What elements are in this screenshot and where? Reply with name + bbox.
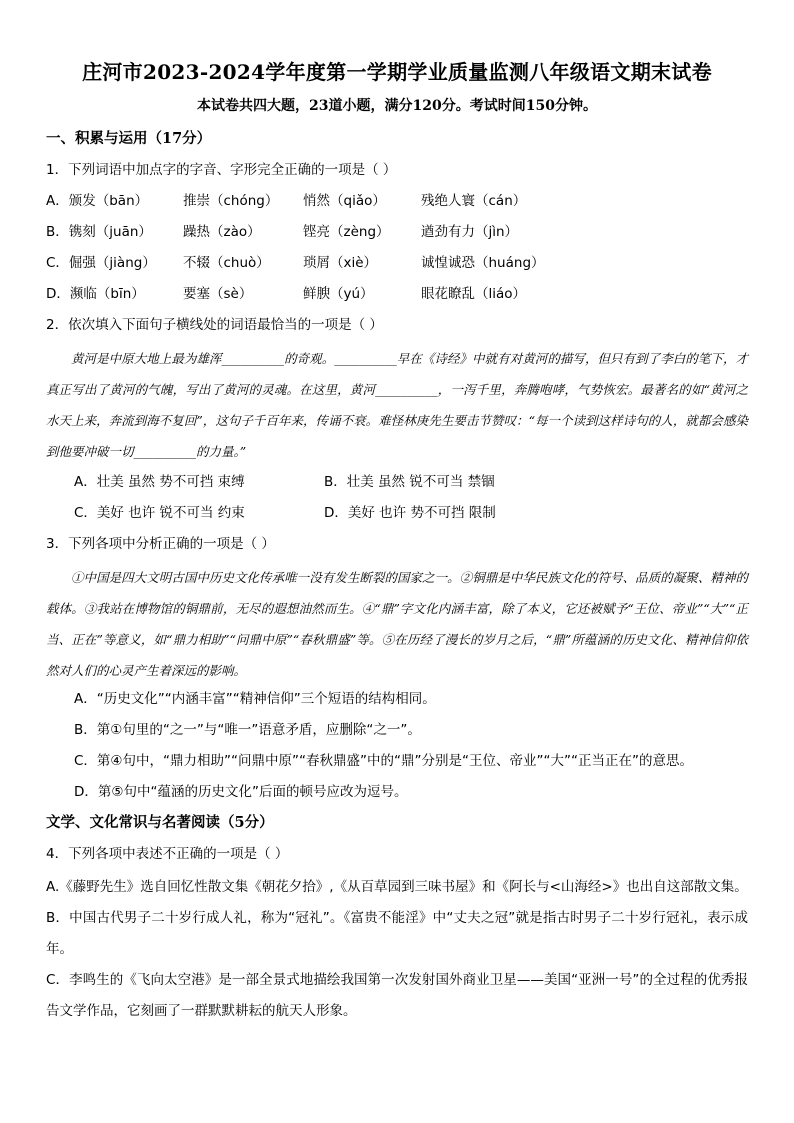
- q2-choice-d: D．美好 也许 势不可挡 限制: [324, 505, 496, 521]
- q1-b-3: 铿亮（zèng）: [303, 224, 390, 240]
- q1-a-2: 推崇（chóng）: [183, 193, 279, 209]
- q1-b-4: 遒劲有力（jìn）: [421, 224, 519, 240]
- q1-option-a: [46, 188, 748, 214]
- q1-c-4: 诚惶诚恐（huáng）: [421, 255, 545, 271]
- q1-d-3: 鲜腴（yú）: [303, 286, 374, 302]
- q4-choice-a: A.《藤野先生》选自回忆性散文集《朝花夕拾》,《从百草园到三味书屋》和《阿长与<山海经>》也出自这部散文集。: [46, 879, 748, 895]
- q3-choice-b: B．第①句里的“之一”与“唯一”语意矛盾，应删除“之一”。: [74, 722, 421, 738]
- q1-d-2: 要塞（sè）: [183, 286, 253, 302]
- q1-a-1: A．颁发（bān）: [46, 193, 149, 209]
- q2-choice-b: B．壮美 虽然 锐不可当 禁锢: [324, 474, 495, 490]
- question-3-stem: 3．下列各项中分析正确的一项是（ ）: [46, 536, 275, 552]
- question-4-stem: 4．下列各项中表述不正确的一项是（ ）: [46, 846, 289, 862]
- q1-b-1: B．镌刻（juān）: [46, 224, 152, 240]
- q1-d-4: 眼花瞭乱（liáo）: [421, 286, 527, 302]
- q3-choice-a: A．“历史文化”“内涵丰富”“精神信仰”三个短语的结构相同。: [74, 691, 436, 707]
- q2-choice-c: C．美好 也许 锐不可当 约束: [74, 505, 245, 521]
- q4-choice-b: B．中国古代男子二十岁行成人礼，称为“冠礼”。《富贵不能淫》中“丈夫之冠”就是指古时男子二十岁行冠礼，表示成年。: [46, 910, 748, 957]
- q3-choice-d: D．第⑤句中“蕴涵的历史文化”后面的顿号应改为逗号。: [74, 784, 408, 800]
- question-2-stem: 2．依次填入下面句子横线处的词语最恰当的一项是（ ）: [46, 317, 383, 333]
- q2-choices-cd: [46, 500, 748, 526]
- question-1-stem: 1．下列词语中加点字的字音、字形完全正确的一项是（ ）: [46, 162, 397, 178]
- section-heading: 文学、文化常识与名著阅读（5分）: [46, 814, 274, 831]
- q2-choices-ab: [46, 469, 748, 495]
- q1-c-3: 琐屑（xiè）: [303, 255, 378, 271]
- exam-title: 庄河市2023-2024学年度第一学期学业质量监测八年级语文期末试卷: [82, 60, 712, 84]
- q1-option-d: [46, 281, 748, 307]
- q1-b-2: 躁热（zào）: [183, 224, 261, 240]
- q4-choice-c: C．李鸣生的《飞向太空港》是一部全景式地描绘我国第一次发射国外商业卫星——美国“亚洲一号”的全过程的优秀报告文学作品，它刻画了一群默默耕耘的航天人形象。: [46, 972, 748, 1019]
- q2-choice-a: A．壮美 虽然 势不可挡 束缚: [74, 474, 245, 490]
- q3-choice-c: C．第④句中，“鼎力相助”“问鼎中原”“春秋鼎盛”中的“鼎”分别是“王位、帝业”“大”“正当正在”的意思。: [74, 753, 693, 769]
- question-2-passage: 黄河是中原大地上最为雄浑__________的奇观。__________早在《诗经》中就有对黄河的描写，但只有到了李白的笔下，才真正写出了黄河的气魄，写出了黄河的灵魂。在这里，黄河__________，一泻千里，奔腾咆哮，气势恢宏。最著名的如“黄河之水天上来，奔流到海不复回”，这句子千百年来，传诵不衰。难怪林庚先生要击节赞叹：“每一个读到这样诗句的人，就都会感染到他要冲破一切__________的力量。”: [46, 351, 748, 459]
- q1-c-1: C．倔强（jiàng）: [46, 255, 156, 271]
- q1-a-4: 残绝人寰（cán）: [421, 193, 527, 209]
- q1-c-2: 不辍（chuò）: [183, 255, 270, 271]
- q1-a-3: 悄然（qiǎo）: [303, 193, 386, 209]
- q1-d-1: D．濒临（bīn）: [46, 286, 145, 302]
- question-3-passage: ①中国是四大文明古国中历史文化传承唯一没有发生断裂的国家之一。②铜鼎是中华民族文化的符号、品质的凝聚、精神的载体。③我站在博物馆的铜鼎前，无尽的遐想油然而生。④“鼎”字文化内涵丰富，除了本义，它还被赋予“王位、帝业”“大”“正当、正在”等意义，如“鼎力相助”“问鼎中原”“春秋鼎盛”等。⑤在历经了漫长的岁月之后，“鼎”所蕴涵的历史文化、精神信仰依然对人们的心灵产生着深远的影响。: [46, 570, 748, 678]
- section-heading: 一、积累与运用（17分）: [46, 130, 212, 147]
- exam-subtitle: 本试卷共四大题，23道小题，满分120分。考试时间150分钟。: [197, 98, 597, 114]
- q1-option-c: [46, 250, 748, 276]
- q1-option-b: [46, 219, 748, 245]
- exam-content: [46, 126, 748, 1027]
